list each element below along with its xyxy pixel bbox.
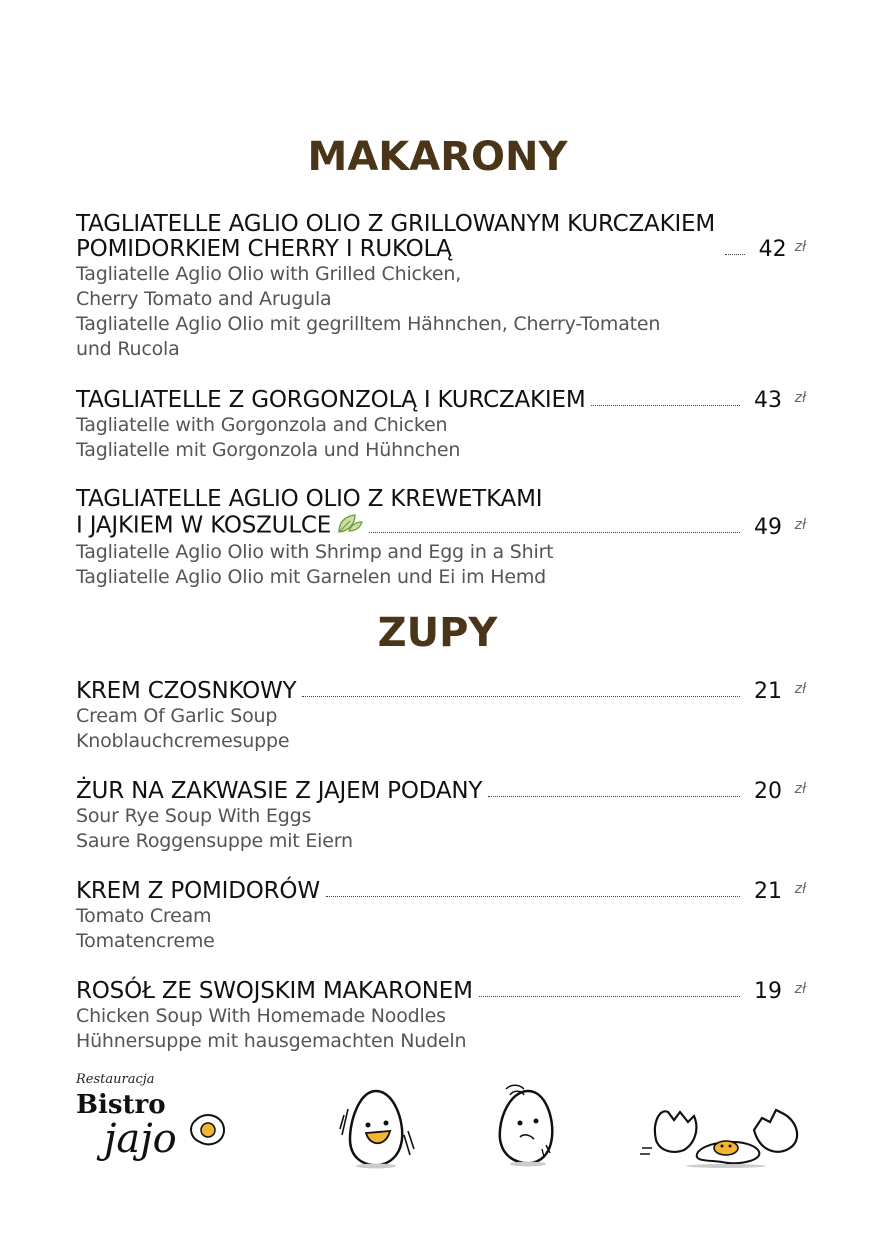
menu-item-desc-line: Tagliatelle with Gorgonzola and Chicken — [76, 414, 448, 436]
menu-item-title: ŻUR NA ZAKWASIE Z JAJEM PODANY — [76, 778, 483, 804]
menu-item-title-row — [76, 386, 806, 413]
currency: zł — [794, 390, 806, 406]
menu-item-desc-line: Tomatencreme — [76, 930, 215, 952]
menu-item — [76, 777, 806, 854]
menu-item-price: 49 zł — [754, 515, 806, 540]
menu-item-title: KREM Z POMIDORÓW — [76, 878, 320, 904]
menu-item — [76, 487, 806, 590]
menu-item-title-row — [76, 977, 806, 1004]
currency: zł — [794, 681, 806, 697]
menu-item-desc-line: Tomato Cream — [76, 905, 212, 927]
section-title-makarony: MAKARONY — [307, 134, 568, 180]
menu-item-desc-line: Cream Of Garlic Soup — [76, 705, 278, 727]
menu-item-price: 21 zł — [754, 879, 806, 904]
menu-item-desc-line: Tagliatelle Aglio Olio with Grilled Chicken, — [76, 263, 462, 285]
dot-leader — [369, 532, 740, 533]
menu-item-title-row — [76, 677, 806, 704]
menu-item — [76, 977, 806, 1054]
menu-item-desc-line: Saure Roggensuppe mit Eiern — [76, 830, 353, 852]
menu-item-title: I JAJKIEM W KOSZULCE — [76, 512, 363, 540]
currency: zł — [794, 781, 806, 797]
dot-leader — [326, 896, 740, 897]
menu-item — [76, 677, 806, 754]
cracked-egg-icon — [638, 1100, 804, 1168]
happy-egg-icon — [336, 1085, 418, 1169]
logo-big-text: Bistro — [76, 1090, 166, 1120]
currency: zł — [794, 239, 806, 255]
menu-item — [76, 386, 806, 463]
leaf-icon — [335, 512, 363, 540]
menu-item-price: 21 zł — [754, 679, 806, 704]
menu-item-desc-line: Hühnersuppe mit hausgemachten Nudeln — [76, 1030, 467, 1052]
currency: zł — [794, 881, 806, 897]
currency: zł — [794, 517, 806, 533]
menu-item-title-row — [76, 877, 806, 904]
menu-item-desc-line: Cherry Tomato and Arugula — [76, 288, 332, 310]
menu-item-desc-line: Tagliatelle Aglio Olio mit gegrilltem Hähnchen, Cherry-Tomaten — [76, 313, 661, 335]
confused-egg-icon — [494, 1083, 560, 1169]
menu-item-title: KREM CZOSNKOWY — [76, 678, 297, 704]
restaurant-logo — [76, 1072, 226, 1172]
dot-leader — [302, 696, 740, 697]
logo-small-text: Restauracja — [76, 1072, 155, 1087]
dot-leader — [725, 254, 745, 255]
menu-item-price: 43 zł — [754, 388, 806, 413]
menu-item-desc-line: Tagliatelle mit Gorgonzola und Hühnchen — [76, 439, 461, 461]
menu-item-desc-line: Sour Rye Soup With Eggs — [76, 805, 312, 827]
menu-item-desc-line: Chicken Soup With Homemade Noodles — [76, 1005, 446, 1027]
menu-item-title-row — [76, 512, 806, 540]
dot-leader — [479, 996, 740, 997]
dot-leader — [488, 796, 740, 797]
menu-item — [76, 877, 806, 954]
menu-item-price: 42 zł — [758, 237, 806, 262]
menu-item-title: TAGLIATELLE AGLIO OLIO Z GRILLOWANYM KURCZAKIEM POMIDORKIEM CHERRY I RUKOLĄ — [76, 211, 716, 262]
menu-item-title-row — [76, 212, 806, 262]
menu-item-price: 20 zł — [754, 779, 806, 804]
menu-item-title: TAGLIATELLE AGLIO OLIO Z KREWETKAMI — [76, 486, 543, 512]
menu-item-desc-line: und Rucola — [76, 338, 180, 360]
menu-item-price: 19 zł — [754, 979, 806, 1004]
menu-item-title-row — [76, 777, 806, 804]
menu-item-title: TAGLIATELLE Z GORGONZOLĄ I KURCZAKIEM — [76, 387, 586, 413]
menu-item-title: ROSÓŁ ZE SWOJSKIM MAKARONEM — [76, 978, 473, 1004]
fried-egg-icon — [188, 1112, 228, 1148]
menu-item — [76, 212, 806, 362]
menu-item-desc-line: Tagliatelle Aglio Olio mit Garnelen und Ei im Hemd — [76, 566, 547, 588]
currency: zł — [794, 981, 806, 997]
menu-item-desc-line: Tagliatelle Aglio Olio with Shrimp and Egg in a Shirt — [76, 541, 554, 563]
logo-script-text: jajo — [104, 1116, 177, 1162]
dot-leader — [591, 405, 740, 406]
menu-item-desc-line: Knoblauchcremesuppe — [76, 730, 290, 752]
section-title-zupy: ZUPY — [377, 610, 498, 656]
